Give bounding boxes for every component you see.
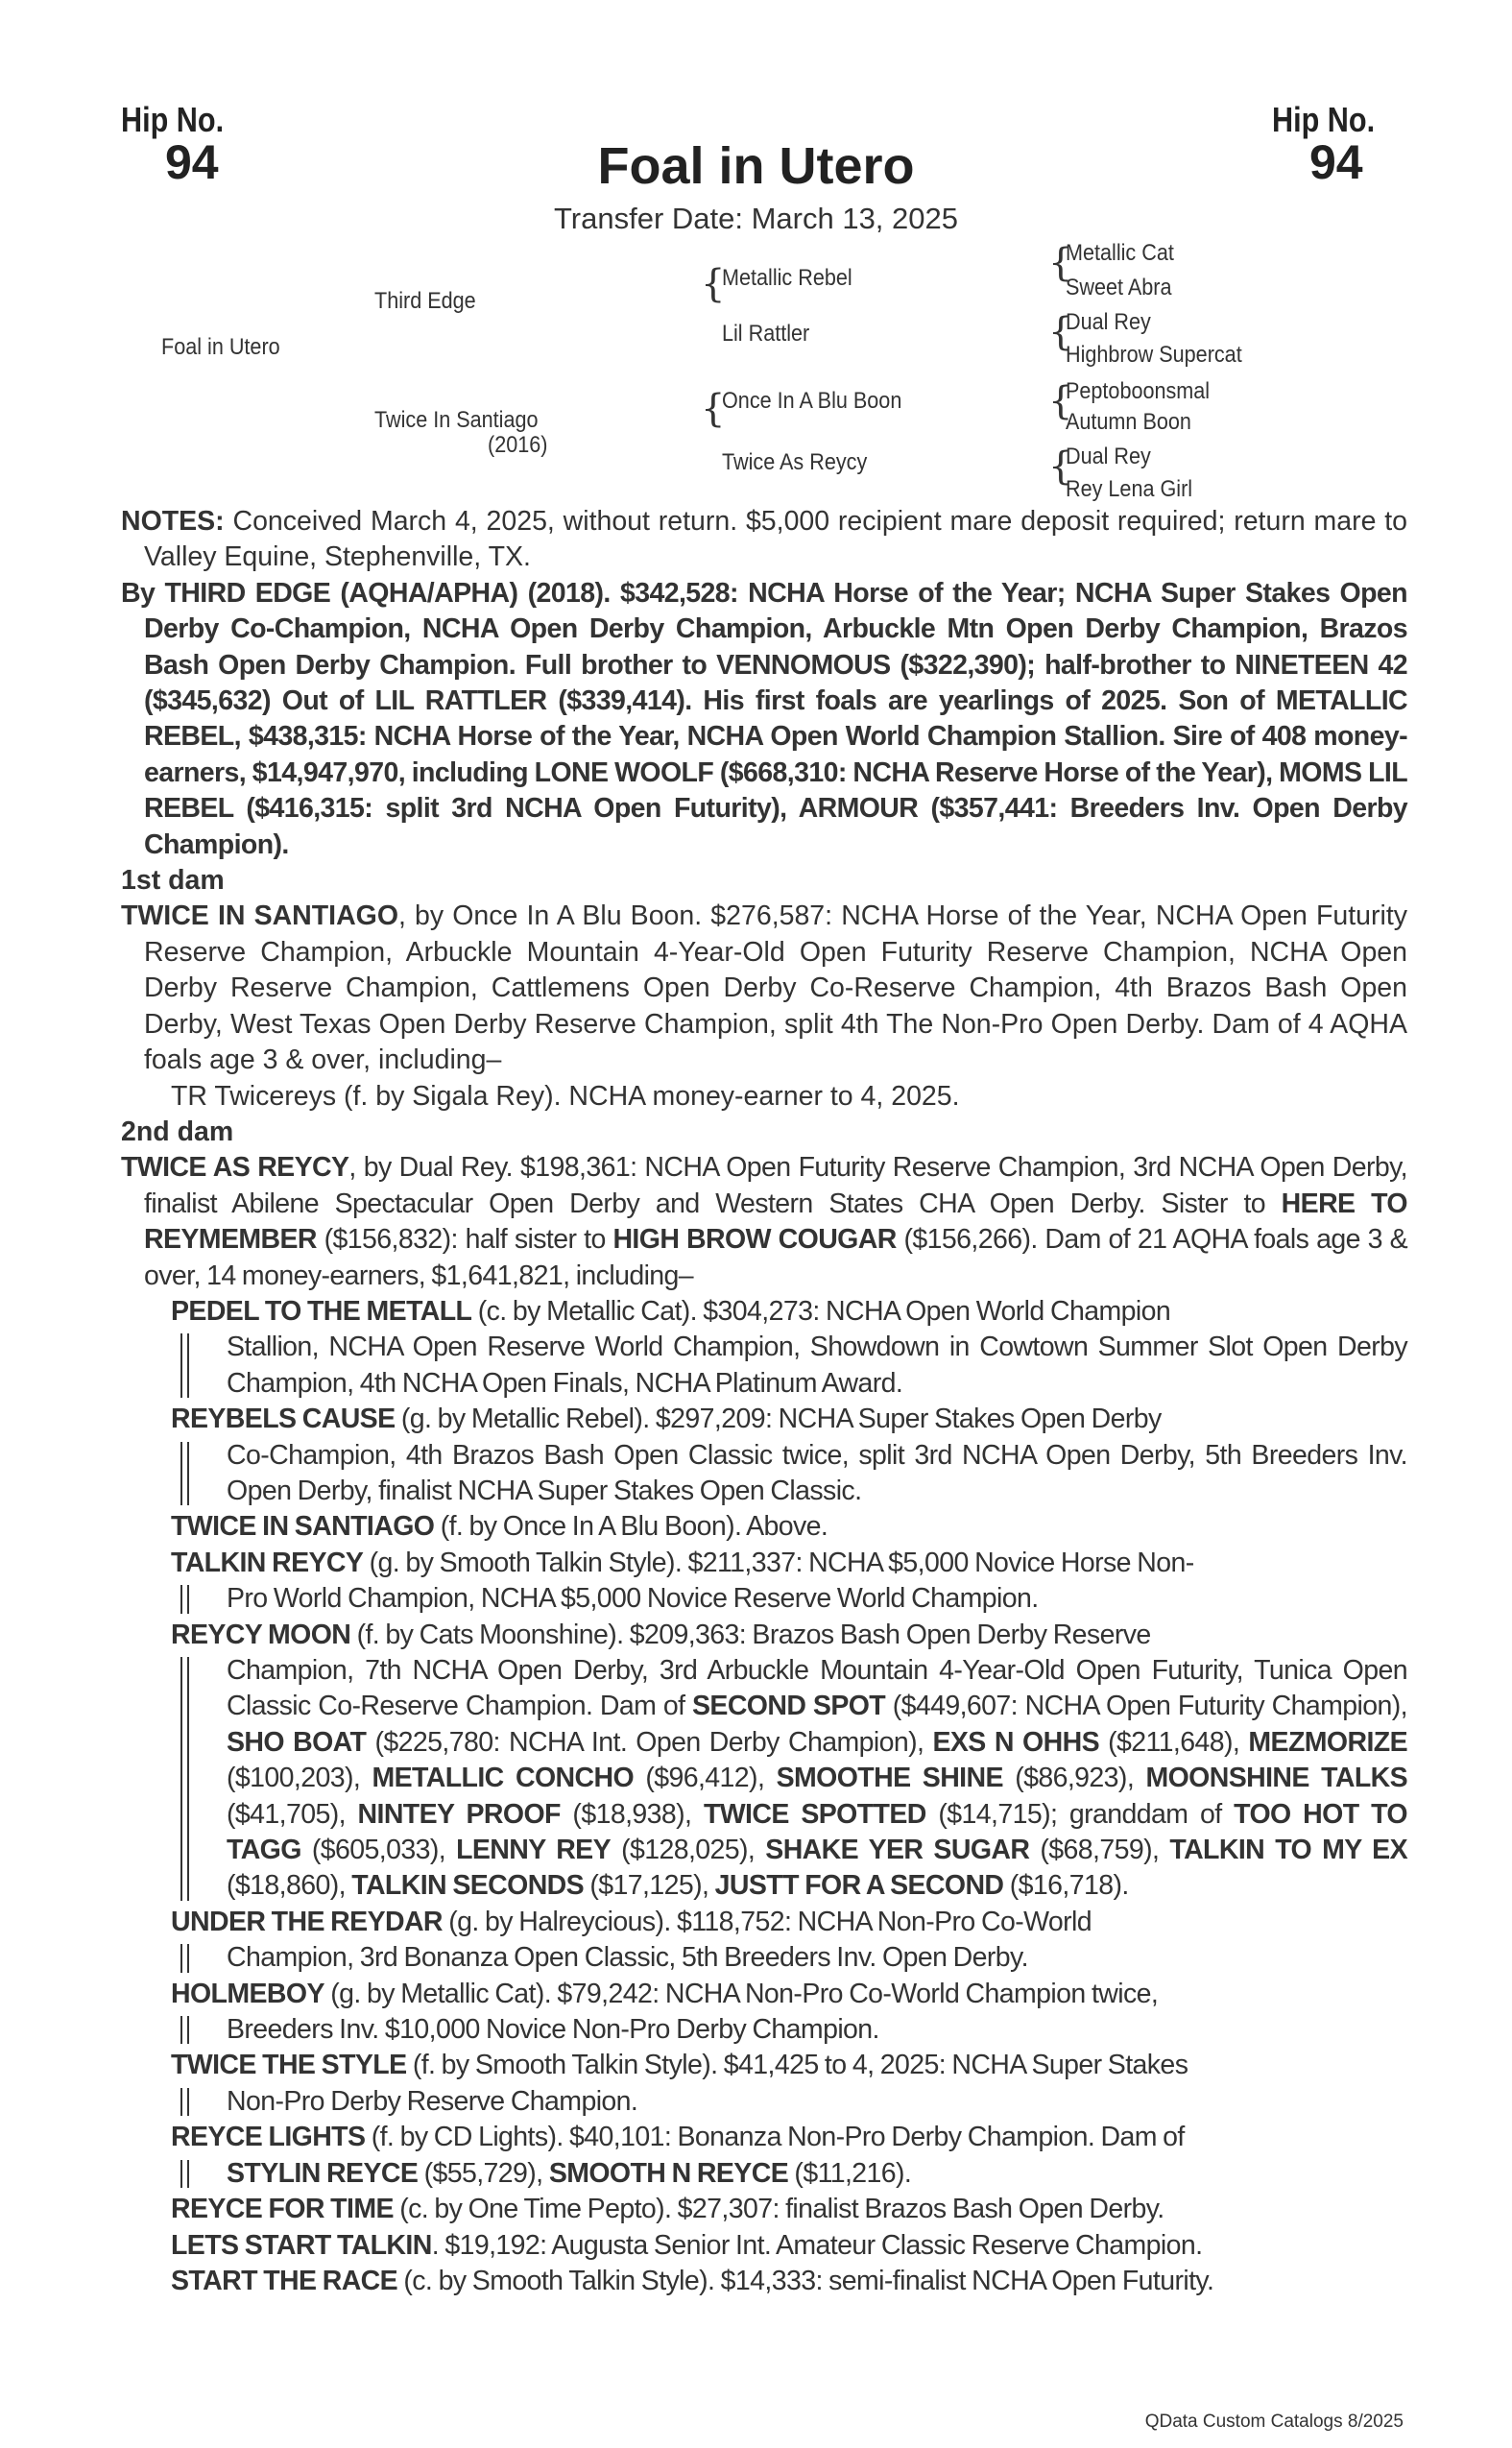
pedigree-g4: Highbrow Supercat — [1066, 342, 1242, 368]
produce-entry — [171, 1618, 1407, 1905]
produce-name: PEDEL TO THE METALL — [171, 1295, 472, 1327]
horse-name: LENNY REY — [456, 1835, 612, 1866]
brace-icon: { — [1048, 379, 1073, 423]
horse-name: TWICE SPOTTED — [703, 1798, 926, 1830]
pedigree-g5: Peptoboonsmal — [1066, 378, 1211, 404]
text-run: ($449,607: NCHA Open Futurity Champion), — [885, 1691, 1407, 1722]
produce-continuation — [171, 1653, 1407, 1905]
transfer-date: Transfer Date: March 13, 2025 — [554, 202, 958, 235]
second-dam-paragraph — [121, 1150, 1407, 1294]
text-run: ($68,759), — [1029, 1835, 1170, 1866]
pedigree-sire-dam: Lil Rattler — [722, 321, 810, 347]
produce-text: (f. by Once In A Blu Boon). Above. — [434, 1511, 828, 1543]
text-run: ($156,832): half sister to — [316, 1224, 613, 1256]
produce-entry — [171, 2192, 1407, 2227]
text-run: ($211,648), — [1098, 1726, 1249, 1758]
sire-paragraph: By THIRD EDGE (AQHA/APHA) (2018). $342,528: NCHA Horse of the Year; NCHA Super Stakes Open Derby Co-Champion, NCHA Open Derby Champion, Arbuckle Mtn Open Derby Champion, Brazos Bash Open Derby Champion. Full brother to VENNOMOUS ($322,390); half-brother to NINETEEN 42 ($345,632) Out of LIL RATTLER ($339,414). His first foals are yearlings of 2025. Son of METALLIC REBEL, $438,315: NCHA Horse of the Year, NCHA Open World Champion Stallion. Sire of 408 money-earners, $14,947,970, including LONE WOOLF ($668,310: NCHA Reserve Horse of the Year), MOMS LIL REBEL ($416,315: split 3rd NCHA Open Futurity), ARMOUR ($357,441: Breeders Inv. Open Derby Champion). — [121, 577, 1407, 860]
produce-continuation: Champion, 3rd Bonanza Open Classic, 5th Breeders Inv. Open Derby. — [171, 1940, 1407, 1976]
produce-text: (c. by Metallic Cat). $304,273: NCHA Open World Champion — [471, 1295, 1171, 1327]
first-dam-paragraph — [121, 899, 1407, 1078]
horse-name: STYLIN REYCE — [227, 2157, 419, 2189]
pedigree-dam-sire: Once In A Blu Boon — [722, 388, 902, 414]
text-run: ($156,266). Dam of 21 AQHA foals age 3 & over, 14 money-earners, $1,641,821, including– — [144, 1224, 1407, 1291]
horse-name: NINTEY PROOF — [357, 1798, 561, 1830]
produce-entry — [171, 1294, 1407, 1402]
notes — [121, 504, 1407, 576]
pedigree-dam: Twice In Santiago — [374, 407, 539, 433]
produce-entry — [171, 1905, 1407, 1977]
produce-text: (g. by Smooth Talkin Style). $211,337: NCHA $5,000 Novice Horse Non- — [363, 1547, 1194, 1578]
text-run: ($16,718). — [1003, 1870, 1129, 1902]
produce-name: REYCE FOR TIME — [171, 2194, 394, 2225]
produce-entry — [171, 2120, 1407, 2192]
text-run: ($100,203), — [227, 1763, 372, 1794]
produce-entry — [171, 2228, 1407, 2264]
horse-name: TALKIN SECONDS — [351, 1870, 585, 1902]
produce-name: REYCY MOON — [171, 1619, 351, 1650]
hip-number-left: 94 — [165, 135, 219, 189]
notes-label: NOTES: — [121, 506, 225, 537]
brace-icon: { — [701, 387, 726, 431]
hip-label-left: Hip No. — [121, 100, 225, 139]
produce-name: TWICE THE STYLE — [171, 2050, 407, 2081]
produce-continuation: Co-Champion, 4th Brazos Bash Open Classic twice, split 3rd NCHA Open Derby, 5th Breeders Inv. Open Derby, finalist NCHA Super Stakes Open Classic. — [171, 1438, 1407, 1510]
produce-text: (f. by CD Lights). $40,101: Bonanza Non-Pro Derby Champion. Dam of — [365, 2122, 1185, 2153]
text-run: ($41,705), — [227, 1798, 358, 1830]
text-run: , by Dual Rey. $198,361: NCHA Open Futurity Reserve Champion, 3rd NCHA Open Derby, finalist Abilene Spectacular Open Derby and Western States CHA Open Derby. Sister to — [144, 1152, 1407, 1219]
pedigree-g7: Dual Rey — [1066, 444, 1151, 469]
horse-name: SHAKE YER SUGAR — [765, 1835, 1030, 1866]
pedigree-sire-sire: Metallic Rebel — [722, 265, 852, 291]
notes-text: Conceived March 4, 2025, without return. $5,000 recipient mare deposit required; return mare to Valley Equine, Stephenville, TX. — [144, 506, 1407, 573]
produce-text: (c. by One Time Pepto). $27,307: finalist Brazos Bash Open Derby. — [393, 2194, 1164, 2225]
pedigree-g3: Dual Rey — [1066, 309, 1151, 335]
horse-name: SECOND SPOT — [692, 1691, 886, 1722]
produce-name: TALKIN REYCY — [171, 1547, 364, 1578]
pedigree-g6: Autumn Boon — [1066, 409, 1191, 435]
page-title: Foal in Utero — [597, 137, 915, 195]
brace-icon: { — [1048, 241, 1073, 285]
hip-number-right: 94 — [1309, 135, 1363, 189]
horse-name: MEZMORIZE — [1248, 1726, 1407, 1758]
produce-continuation — [171, 2156, 1407, 2192]
produce-name: HOLMEBOY — [171, 1978, 324, 2009]
produce-name: REYBELS CAUSE — [171, 1404, 396, 1435]
pedigree-dam-dam: Twice As Reycy — [722, 449, 868, 475]
produce-name: LETS START TALKIN — [171, 2229, 432, 2261]
pedigree-sire: Third Edge — [374, 288, 476, 314]
produce-name: TWICE IN SANTIAGO — [171, 1511, 435, 1543]
horse-name: METALLIC CONCHO — [372, 1763, 635, 1794]
text-run: ($17,125), — [584, 1870, 715, 1902]
text-run: ($18,938), — [560, 1798, 704, 1830]
text-run: ($605,033), — [300, 1835, 457, 1866]
first-dam-text: , by Once In A Blu Boon. $276,587: NCHA Horse of the Year, NCHA Open Futurity Reserve Champion, Arbuckle Mountain 4-Year-Old Open Futurity Reserve Champion, NCHA Open Derby Reserve Champion, Cattlemens Open Derby Co-Reserve Champion, 4th Brazos Bash Open Derby, West Texas Open Derby Reserve Champion, split 4th The Non-Pro Open Derby. Dam of 4 AQHA foals age 3 & over, including– — [144, 900, 1407, 1076]
horse-name: TALKIN TO MY EX — [1169, 1835, 1407, 1866]
produce-entry — [171, 2264, 1407, 2299]
first-dam-heading: 1st dam — [121, 865, 225, 897]
first-dam-name: TWICE IN SANTIAGO — [121, 900, 398, 932]
pedigree-g8: Rey Lena Girl — [1066, 476, 1193, 502]
text-run: ($128,025), — [611, 1835, 766, 1866]
pedigree-g1: Metallic Cat — [1066, 240, 1174, 266]
produce-name: START THE RACE — [171, 2265, 398, 2296]
footer-credit: QData Custom Catalogs 8/2025 — [1144, 2412, 1404, 2432]
text-run: ($55,729), — [418, 2157, 549, 2189]
brace-icon: { — [701, 262, 726, 306]
horse-name: SMOOTH N REYCE — [548, 2157, 789, 2189]
horse-name: SMOOTHE SHINE — [776, 1763, 1003, 1794]
brace-icon: { — [1048, 310, 1073, 354]
produce-continuation: Pro World Champion, NCHA $5,000 Novice Reserve World Champion. — [171, 1581, 1407, 1617]
hip-label-right: Hip No. — [1272, 100, 1376, 139]
text-run: ($11,216). — [788, 2157, 912, 2189]
produce-text: . $19,192: Augusta Senior Int. Amateur Classic Reserve Champion. — [431, 2229, 1203, 2261]
text-run: ($96,412), — [634, 1763, 777, 1794]
horse-name: HIGH BROW COUGAR — [612, 1224, 897, 1256]
produce-name: REYCE LIGHTS — [171, 2122, 366, 2153]
text-run: ($86,923), — [1002, 1763, 1146, 1794]
produce-entry — [171, 1509, 1407, 1545]
produce-entry — [171, 1546, 1407, 1618]
horse-name: EXS N OHHS — [932, 1726, 1099, 1758]
pedigree-g2: Sweet Abra — [1066, 275, 1172, 300]
produce-text: (f. by Cats Moonshine). $209,363: Brazos Bash Open Derby Reserve — [350, 1619, 1151, 1650]
horse-name: SHO BOAT — [227, 1726, 367, 1758]
produce-entry — [171, 1402, 1407, 1509]
text-run: ($14,715); granddam of — [925, 1798, 1235, 1830]
produce-text: (g. by Halreycious). $118,752: NCHA Non-Pro Co-World — [442, 1906, 1092, 1937]
second-dam-heading: 2nd dam — [121, 1116, 234, 1147]
produce-name: UNDER THE REYDAR — [171, 1906, 443, 1937]
produce-text: (g. by Metallic Cat). $79,242: NCHA Non-Pro Co-World Champion twice, — [324, 1978, 1159, 2009]
produce-text: (g. by Metallic Rebel). $297,209: NCHA Super Stakes Open Derby — [395, 1404, 1162, 1435]
text-run: ($225,780: NCHA Int. Open Derby Champion), — [366, 1726, 933, 1758]
produce-continuation: Stallion, NCHA Open Reserve World Champion, Showdown in Cowtown Summer Slot Open Derby Champion, 4th NCHA Open Finals, NCHA Platinum Award. — [171, 1330, 1407, 1402]
catalog-body — [121, 504, 1407, 2299]
produce-continuation: Breeders Inv. $10,000 Novice Non-Pro Derby Champion. — [171, 2012, 1407, 2048]
horse-name: JUSTT FOR A SECOND — [714, 1870, 1004, 1902]
produce-text: (f. by Smooth Talkin Style). $41,425 to 4, 2025: NCHA Super Stakes — [406, 2050, 1188, 2081]
brace-icon: { — [1048, 444, 1073, 489]
text-run: Champion, 7th NCHA Open Derby, 3rd Arbuckle Mountain 4-Year-Old Open Futurity, Tunica Open Classic Co-Reserve Champion. Dam of — [227, 1655, 1407, 1722]
pedigree-subject: Foal in Utero — [161, 334, 280, 360]
text-run: ($18,860), — [227, 1870, 352, 1902]
horse-name: HERE TO REYMEMBER — [144, 1188, 1407, 1256]
produce-entry — [171, 2048, 1407, 2120]
produce-continuation: Non-Pro Derby Reserve Champion. — [171, 2084, 1407, 2120]
horse-name: MOONSHINE TALKS — [1145, 1763, 1408, 1794]
produce-entry — [171, 1977, 1407, 2049]
horse-name: TOO HOT TO TAGG — [227, 1798, 1407, 1866]
produce-text: (c. by Smooth Talkin Style). $14,333: semi-finalist NCHA Open Futurity. — [397, 2265, 1214, 2296]
second-dam-name: TWICE AS REYCY — [121, 1152, 349, 1184]
pedigree-dam-year: (2016) — [488, 432, 548, 458]
first-dam-foal: TR Twicereys (f. by Sigala Rey). NCHA money-earner to 4, 2025. — [171, 1080, 960, 1112]
